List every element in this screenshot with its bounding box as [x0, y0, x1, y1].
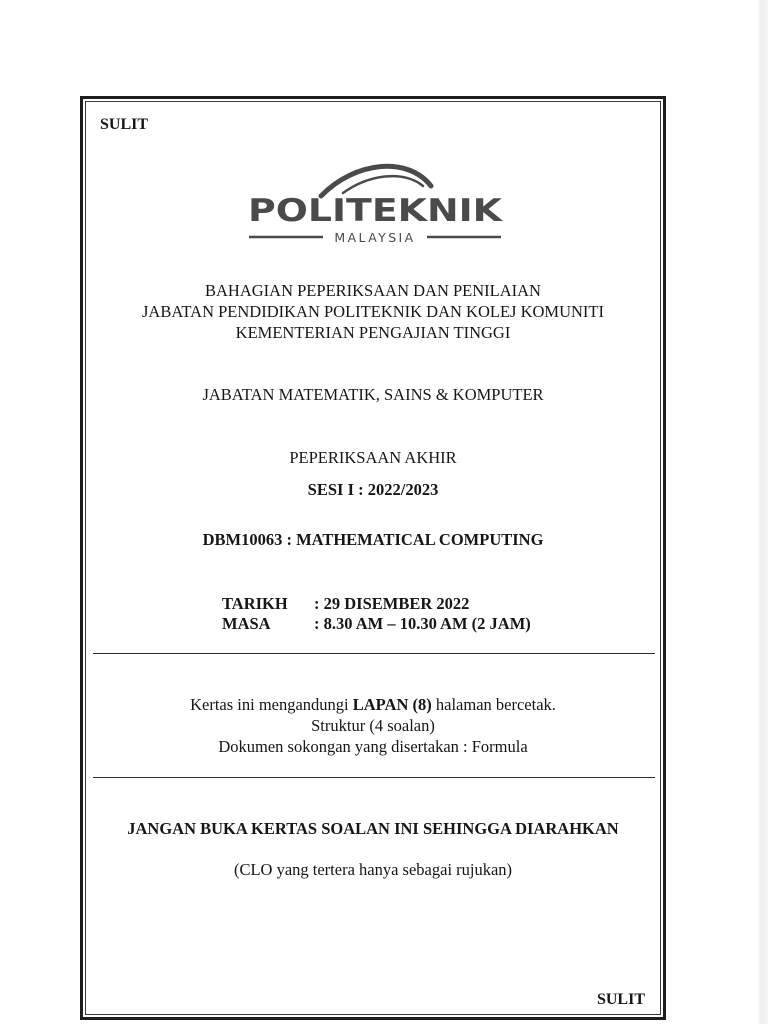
page-edge-shadow — [757, 0, 768, 1024]
info-pages-prefix: Kertas ini mengandungi — [190, 695, 353, 714]
date-label: TARIKH — [222, 594, 288, 613]
politeknik-logo — [243, 159, 507, 251]
info-structure: Struktur (4 soalan) — [311, 716, 435, 735]
logo-wordmark: POLITEKNIK — [248, 193, 504, 229]
course-title: DBM10063 : MATHEMATICAL COMPUTING — [202, 530, 544, 549]
info-support-docs: Dokumen sokongan yang disertakan : Formula — [218, 737, 528, 756]
exam-type: PEPERIKSAAN AKHIR — [289, 448, 457, 467]
sulit-label-bottom: SULIT — [596, 991, 645, 1008]
sulit-label-top: SULIT — [100, 116, 149, 133]
date-value: : 29 DISEMBER 2022 — [314, 594, 470, 613]
time-label: MASA — [222, 614, 271, 633]
org-line-2: JABATAN PENDIDIKAN POLITEKNIK DAN KOLEJ KOMUNITI — [141, 302, 604, 321]
do-not-open-warning: JANGAN BUKA KERTAS SOALAN INI SEHINGGA DIARAHKAN — [127, 819, 619, 838]
logo-subtitle: MALAYSIA — [334, 230, 416, 245]
exam-session: SESI I : 2022/2023 — [307, 480, 439, 499]
time-value: : 8.30 AM – 10.30 AM (2 JAM) — [314, 614, 531, 633]
info-pages-line — [83, 695, 663, 715]
org-line-1: BAHAGIAN PEPERIKSAAN DAN PENILAIAN — [205, 281, 541, 300]
divider-bottom — [93, 777, 655, 778]
clo-note: (CLO yang tertera hanya sebagai rujukan) — [233, 860, 513, 879]
info-pages-suffix: halaman bercetak. — [431, 695, 556, 714]
org-line-3: KEMENTERIAN PENGAJIAN TINGGI — [235, 323, 511, 342]
info-pages-count: LAPAN (8) — [352, 695, 432, 714]
divider-top — [93, 653, 655, 654]
exam-cover-frame — [80, 96, 666, 1020]
department-name: JABATAN MATEMATIK, SAINS & KOMPUTER — [202, 385, 544, 404]
